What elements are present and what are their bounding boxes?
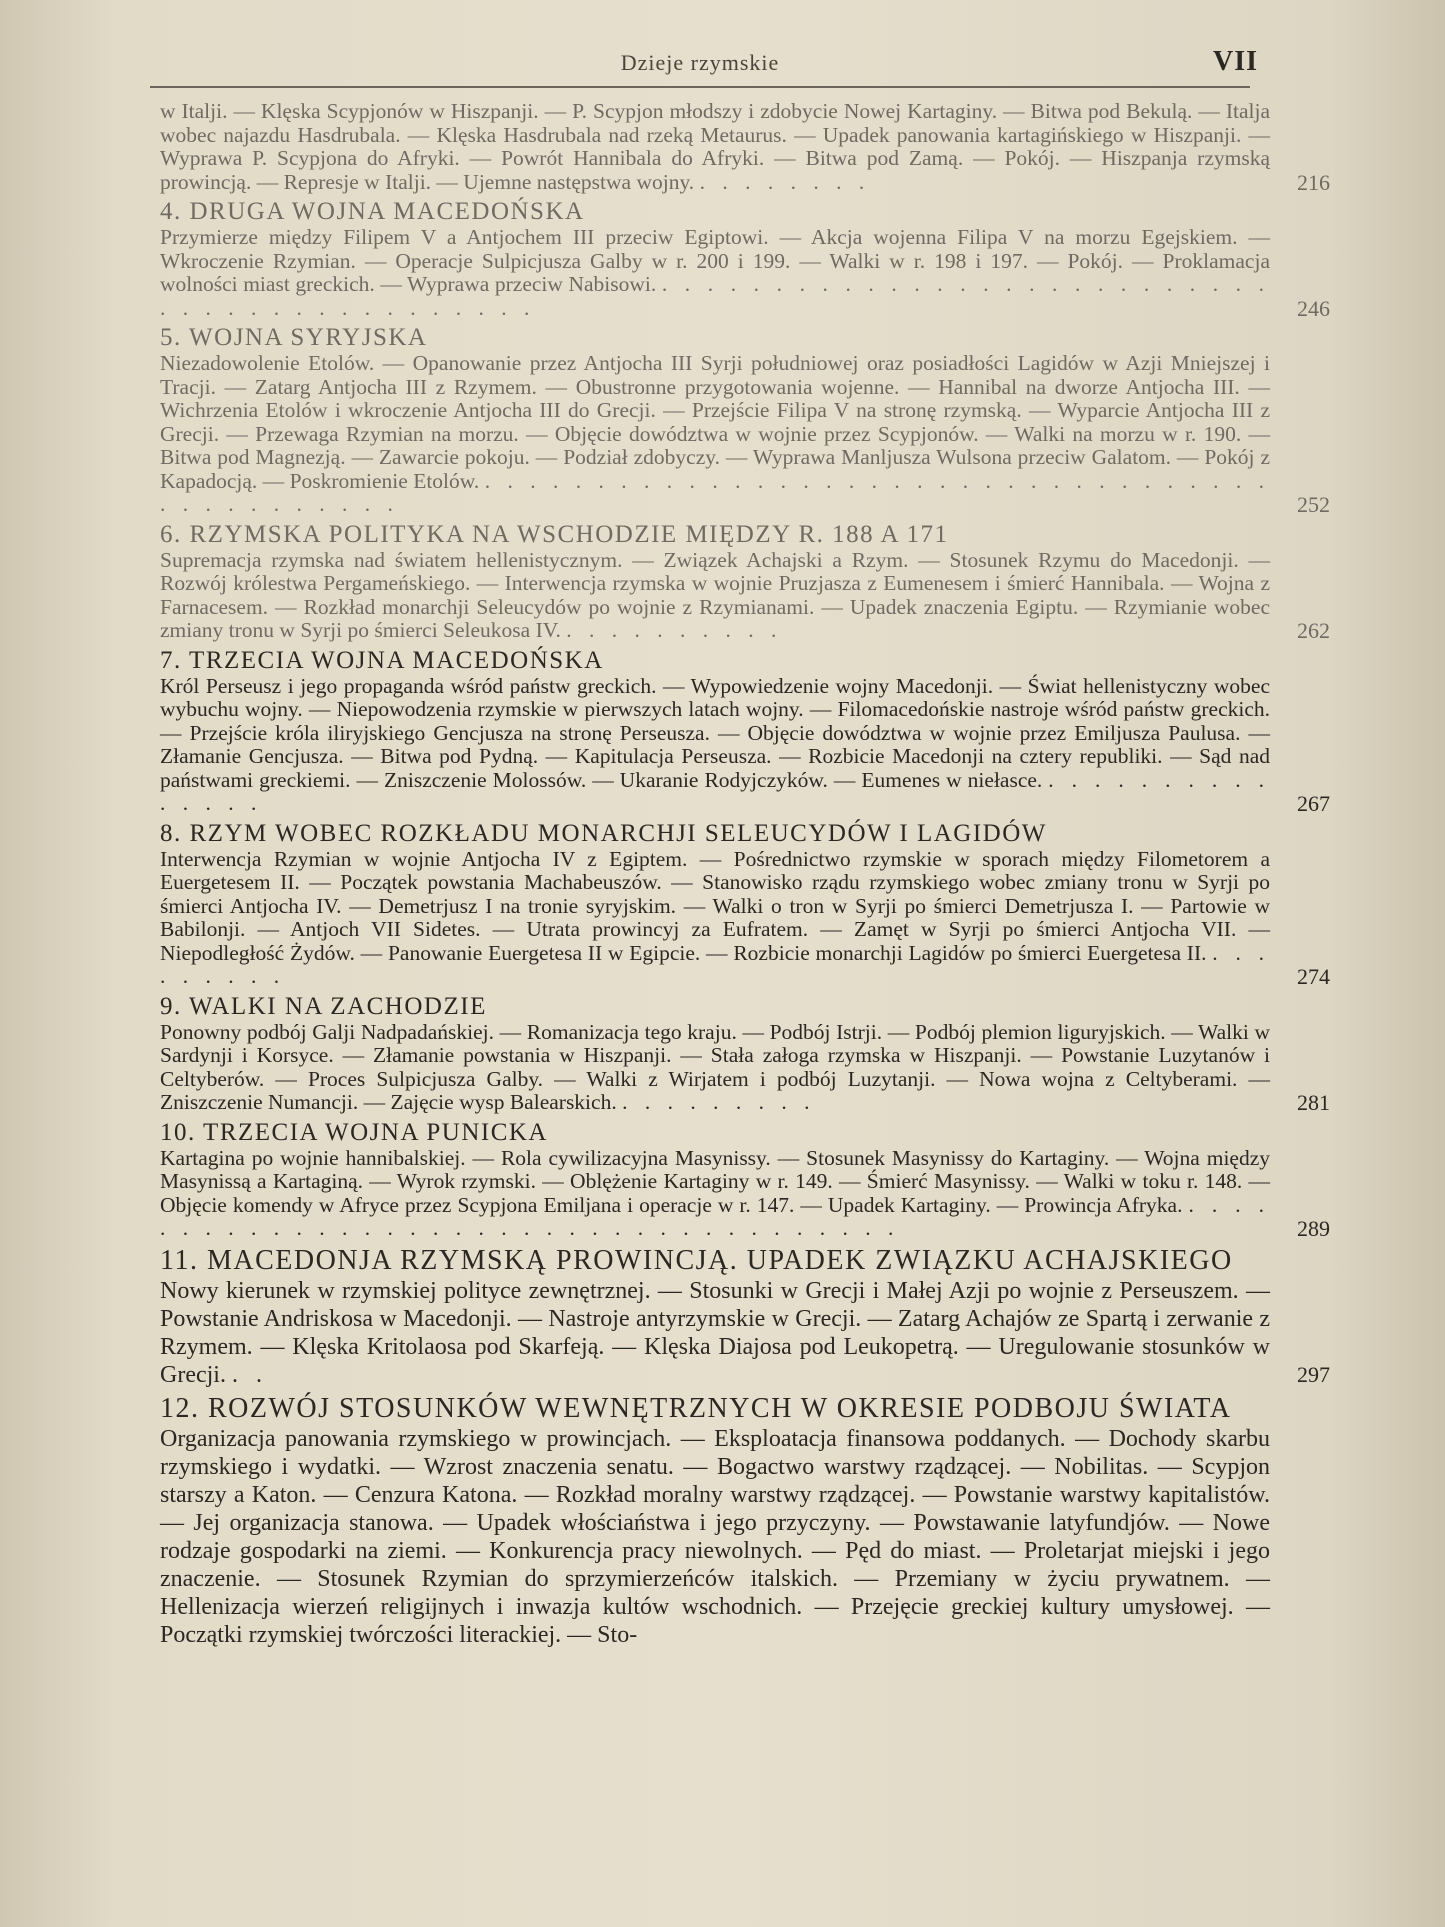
running-title: Dzieje rzymskie (620, 50, 780, 75)
toc-entry (160, 993, 1330, 1115)
entry-summary: Niezadowolenie Etolów. — Opanowanie przez Antjocha III Syrji południowej oraz posiadłości Lagidów w Azji Mniejszej i Tracji. — Zatarg Antjocha III z Rzymem. — Obustronne przygotowania wojenne. — Hannibal na dworze Antjocha III. — Wichrzenia Etolów i wkroczenie Antjocha III do Grecji. — Przejście Filipa V na stronę rzymską. — Wyparcie Antjocha III z Grecji. — Przewaga Rzymian na morzu. — Objęcie dowództwa w wojnie przez Scypjonów. — Walki na morzu w r. 190. — Bitwa pod Magnezją. — Zawarcie pokoju. — Podział zdobyczy. — Wyprawa Manljusza Wulsona przeciw Galatom. — Pokój z Kapadocją. — Poskromienie Etolów. . . . . . . . . . . . . . . . . . . . . . . . . . . . . . . . . . . . . . . . . . . . . . . 252 (160, 351, 1330, 517)
toc-entry (160, 324, 1330, 517)
chapter-title: 6. RZYMSKA POLITYKA NA WSCHODZIE MIĘDZY R. 188 A 171 (160, 520, 949, 548)
toc-entry (160, 1119, 1330, 1241)
entry-summary: Król Perseusz i jego propaganda wśród państw greckich. — Wypowiedzenie wojny Macedonji. — Świat hellenistyczny wobec wybuchu wojny. — Niepowodzenia rzymskie w pierwszych latach wojny. — Filomacedońskie nastroje wśród państw greckich. — Przejście króla iliryjskiego Gencjusza na stronę Perseusza. — Objęcie dowództwa w wojnie przez Emiljusza Paulusa. — Złamanie Gencjusza. — Bitwa pod Pydną. — Kapitulacja Perseusza. — Rozbicie Macedonji na cztery republiki. — Sąd nad państwami greckiemi. — Zniszczenie Molossów. — Ukaranie Rodyjczyków. — Eumenes w niełasce. . . . . . . . . . . . . . . . 267 (160, 673, 1330, 816)
toc-entry (160, 647, 1330, 816)
entry-summary: Przymierze między Filipem V a Antjochem III przeciw Egiptowi. — Akcja wojenna Filipa V na morzu Egejskiem. — Wkroczenie Rzymian. — Operacje Sulpicjusza Galby w r. 200 i 199. — Walki w r. 198 i 197. — Pokój. — Proklamacja wolności miast greckich. — Wyprawa przeciw Nabisowi. . . . . . . . . . . . . . . . . . . . . . . . . . . . . . . . . . . . . . . . . . . . . 246 (160, 225, 1330, 321)
chapter-title: 5. WOJNA SYRYJSKA (160, 324, 428, 351)
chapter-title: 8. RZYM WOBEC ROZKŁADU MONARCHJI SELEUCYDÓW I LAGIDÓW (160, 819, 1047, 847)
entry-page-number: 281 (1297, 1090, 1330, 1115)
chapter-title: 4. DRUGA WOJNA MACEDOŃSKA (160, 198, 585, 225)
chapter-title: 10. TRZECIA WOJNA PUNICKA (160, 1118, 548, 1146)
entry-page-number: 216 (1297, 169, 1330, 195)
entry-page-number: 252 (1297, 492, 1330, 517)
running-header (150, 46, 1258, 86)
table-of-contents (160, 100, 1330, 1653)
entry-page-number: 289 (1297, 1216, 1330, 1241)
toc-entry (160, 100, 1330, 194)
chapter-title: 9. WALKI NA ZACHODZIE (160, 992, 487, 1020)
entry-page-number: 267 (1297, 791, 1330, 816)
header-rule (150, 86, 1250, 88)
page-number-roman: VII (1212, 46, 1258, 77)
chapter-title: 7. TRZECIA WOJNA MACEDOŃSKA (160, 646, 604, 674)
entry-summary: Ponowny podbój Galji Nadpadańskiej. — Romanizacja tego kraju. — Podbój Istrji. — Podbój plemion liguryjskich. — Walki w Sardynji i Korsyce. — Złamanie powstania w Hiszpanji. — Stała załoga rzymska w Hiszpanji. — Powstanie Luzytanów i Celtyberów. — Proces Sulpicjusza Galby. — Walki z Wirjatem i podbój Luzytanji. — Nowa wojna z Celtyberami. — Zniszczenie Numancji. — Zajęcie wysp Balearskich. . . . . . . . . . 281 (160, 1019, 1330, 1115)
toc-entry (160, 521, 1330, 643)
entry-summary: w Italji. — Klęska Scypjonów w Hiszpanji. — P. Scypjon młodszy i zdobycie Nowej Kartaginy. — Bitwa pod Bekulą. — Italja wobec najazdu Hasdrubala. — Klęska Hasdrubala nad rzeką Metaurus. — Upadek panowania kartagińskiego w Hiszpanji. — Wyprawa P. Scypjona do Afryki. — Powrót Hannibala do Afryki. — Bitwa pod Zamą. — Pokój. — Hiszpanja rzymską prowincją. — Represje w Italji. — Ujemne następstwa wojny. . . . . . . . . 216 (160, 99, 1330, 195)
toc-entry (160, 198, 1330, 320)
entry-page-number: 262 (1297, 618, 1330, 643)
chapter-title: 12. ROZWÓJ STOSUNKÓW WEWNĘTRZNYCH W OKRESIE PODBOJU ŚWIATA (160, 1392, 1232, 1424)
entry-page-number: 274 (1297, 964, 1330, 989)
toc-entry (160, 1393, 1330, 1649)
toc-entry (160, 1245, 1330, 1389)
entry-summary: Supremacja rzymska nad światem hellenistycznym. — Związek Achajski a Rzym. — Stosunek Rzymu do Macedonji. — Rozwój królestwa Pergameńskiego. — Interwencja rzymska w wojnie Pruzjasza z Eumenesem i śmierć Hannibala. — Wojna z Farnacesem. — Rozkład monarchji Seleucydów po wojnie z Rzymianami. — Upadek znaczenia Egiptu. — Rzymianie wobec zmiany tronu w Syrji po śmierci Seleukosa IV. . . . . . . . . . . 262 (160, 547, 1330, 643)
entry-page-number: 246 (1297, 295, 1330, 321)
entry-page-number: 297 (1297, 1361, 1330, 1387)
entry-summary: Interwencja Rzymian w wojnie Antjocha IV z Egiptem. — Pośrednictwo rzymskie w sporach między Filometorem a Euergetesem II. — Początek powstania Machabeuszów. — Stanowisko rządu rzymskiego wobec zmiany tronu w Syrji po śmierci Antjocha IV. — Demetrjusz I na tronie syryjskim. — Walki o tron w Syrji po śmierci Demetrjusza I. — Partowie w Babilonji. — Antjoch VII Sidetes. — Utrata prowincyj za Eufratem. — Zamęt w Syrji po śmierci Antjocha VII. — Niepodległość Żydów. — Panowanie Euergetesa II w Egipcie. — Rozbicie monarchji Lagidów po śmierci Euergetesa II. . . . . . . . . . 274 (160, 846, 1330, 989)
toc-entry (160, 820, 1330, 989)
chapter-title: 11. MACEDONJA RZYMSKĄ PROWINCJĄ. UPADEK ZWIĄZKU ACHAJSKIEGO (160, 1244, 1233, 1276)
entry-summary: Nowy kierunek w rzymskiej polityce zewnętrznej. — Stosunki w Grecji i Małej Azji po wojnie z Perseuszem. — Powstanie Andriskosa w Macedonji. — Nastroje antyrzymskie w Grecji. — Zatarg Achajów ze Spartą i zerwanie z Rzymem. — Klęska Kritolaosa pod Skarfeją. — Klęska Diajosa pod Leukopetrą. — Uregulowanie stosunków w Grecji. . . 297 (160, 1277, 1330, 1388)
entry-summary: Kartagina po wojnie hannibalskiej. — Rola cywilizacyjna Masynissy. — Stosunek Masynissy do Kartaginy. — Wojna między Masynissą a Kartaginą. — Wyrok rzymski. — Oblężenie Kartaginy w r. 149. — Śmierć Masynissy. — Walki w toku r. 148. — Objęcie komendy w Afryce przez Scypjona Emiljana i operacje w r. 147. — Upadek Kartaginy. — Prowincja Afryka. . . . . . . . . . . . . . . . . . . . . . . . . . . . . . . . . . . . . . 289 (160, 1145, 1330, 1241)
entry-summary: Organizacja panowania rzymskiego w prowincjach. — Eksploatacja finansowa poddanych. — Dochody skarbu rzymskiego i wydatki. — Wzrost znaczenia senatu. — Bogactwo warstwy rządzącej. — Nobilitas. — Scypjon starszy a Katon. — Cenzura Katona. — Rozkład moralny warstwy rządzącej. — Powstanie warstwy kapitalistów. — Jej organizacja stanowa. — Upadek włościaństwa i jego przyczyny. — Powstawanie latyfundjów. — Nowe rodzaje gospodarki na ziemi. — Konkurencja pracy niewolnych. — Pęd do miast. — Proletarjat miejski i jego znaczenie. — Stosunek Rzymian do sprzymierzeńców italskich. — Przemiany w życiu prywatnem. — Hellenizacja wierzeń religijnych i inwazja kultów wschodnich. — Przejęcie greckiej kultury umysłowej. — Początki rzymskiej twórczości literackiej. — Sto- (160, 1425, 1270, 1648)
